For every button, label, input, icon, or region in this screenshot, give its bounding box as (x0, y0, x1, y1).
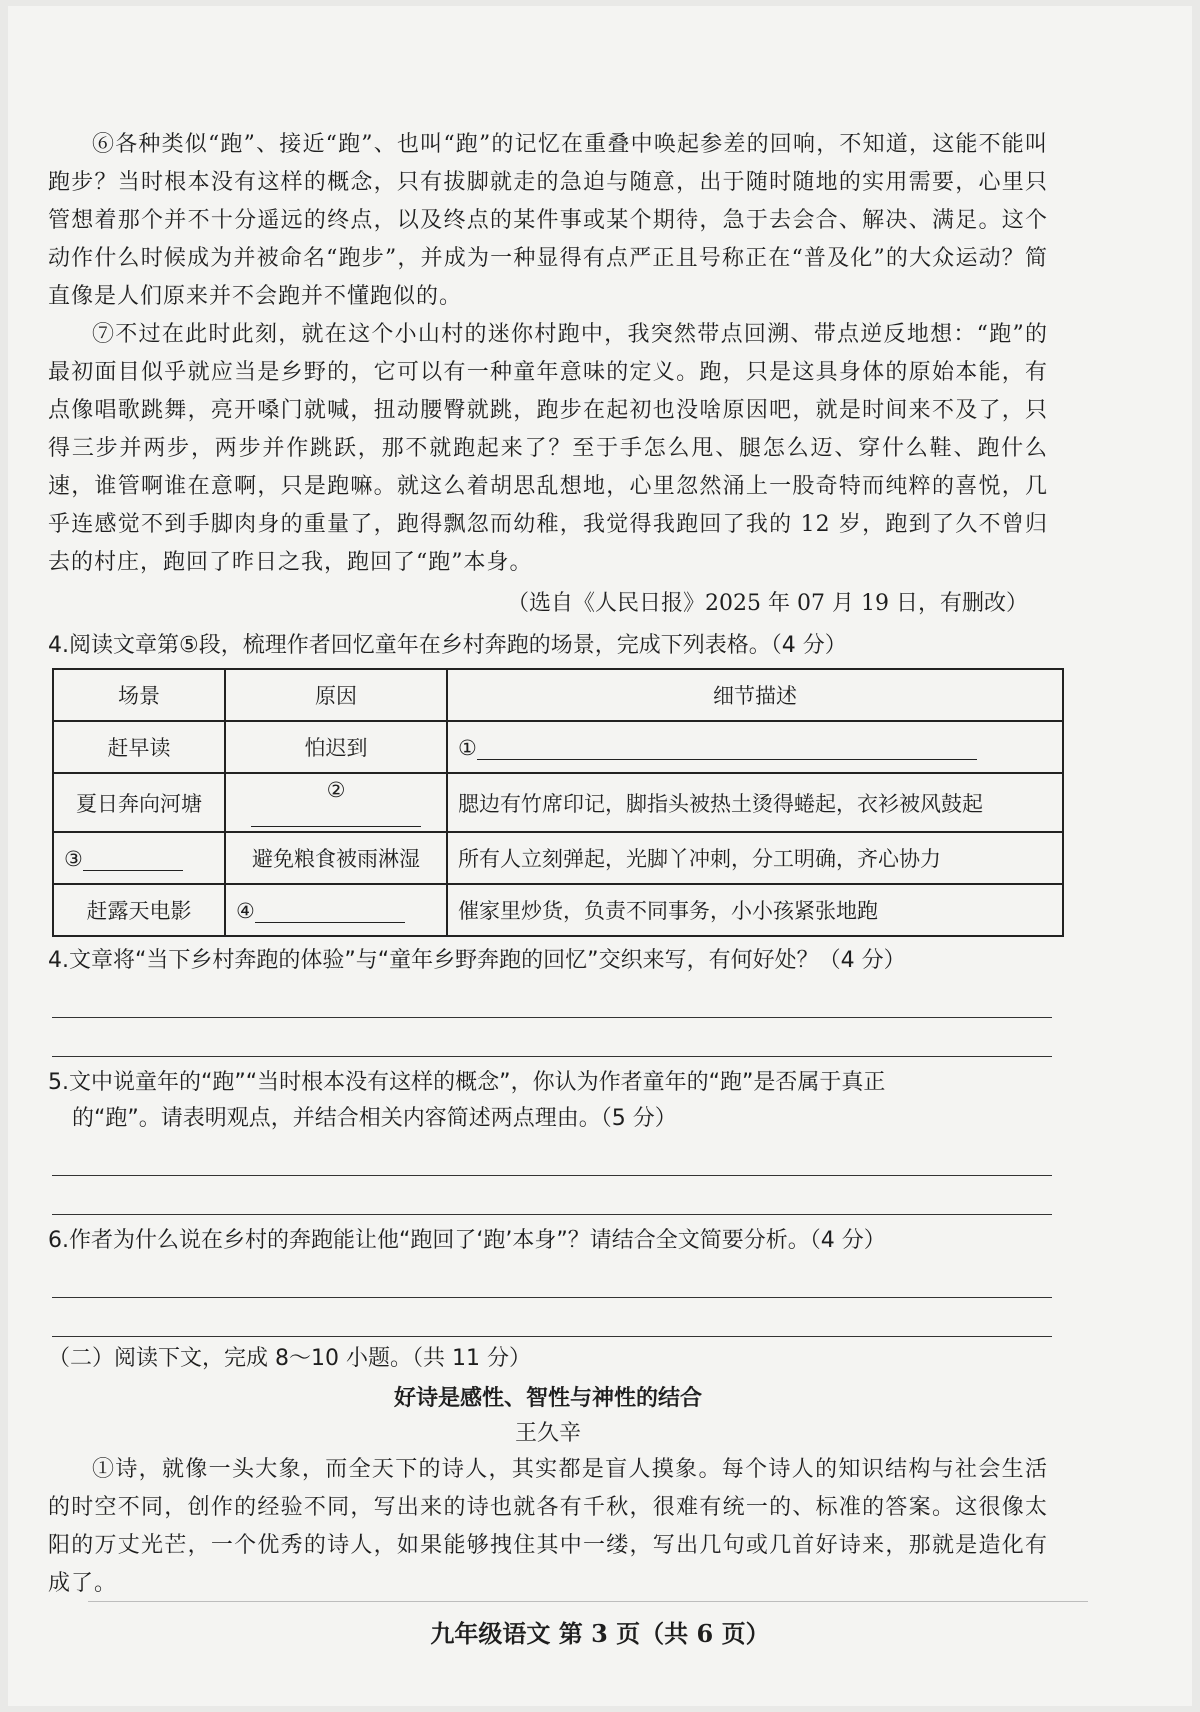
blank-number: ② (326, 778, 346, 802)
fill-in-blank[interactable] (251, 802, 421, 827)
article-paragraph-1: ①诗，就像一头大象，而全天下的诗人，其实都是盲人摸象。每个诗人的知识结构与社会生活的时空不同，创作的经验不同，写出来的诗也就各有千秋，很难有统一的、标准的答案。这很像太阳的万丈光芒，一个优秀的诗人，如果能够拽住其中一缕，写出几句或几首好诗来，那就是造化有成了。 (48, 1457, 1048, 1596)
question-4-prompt: 4.阅读文章第⑤段，梳理作者回忆童年在乡村奔跑的场景，完成下列表格。（4 分） (48, 633, 847, 658)
table-cell: 怕迟到 (225, 721, 447, 773)
answer-line[interactable] (52, 1176, 1052, 1215)
blank-number: ③ (64, 846, 83, 871)
table-row (53, 832, 1063, 884)
table-cell-blank[interactable] (447, 721, 1063, 773)
table-row (53, 721, 1063, 773)
answer-line[interactable] (52, 1018, 1052, 1057)
table-header-cell: 场景 (53, 669, 225, 721)
fill-in-blank[interactable] (255, 898, 405, 923)
blank-number: ① (458, 735, 477, 760)
footer-divider (88, 1601, 1088, 1602)
question-5-prompt-line-1: 5.文中说童年的“跑”“当时根本没有这样的概念”，你认为作者童年的“跑”是否属于真正 (48, 1070, 886, 1095)
table-cell-blank[interactable] (225, 773, 447, 832)
page-content (48, 126, 1048, 1603)
blank-number: ④ (236, 898, 255, 923)
answer-line[interactable] (52, 1137, 1052, 1176)
table-header-row (53, 669, 1063, 721)
table-header-cell: 原因 (225, 669, 447, 721)
table-cell: 所有人立刻弹起，光脚丫冲刺，分工明确，齐心协力 (447, 832, 1063, 884)
table-cell: 夏日奔向河塘 (53, 773, 225, 832)
answer-line[interactable] (52, 1259, 1052, 1298)
article-author: 王久辛 (514, 1421, 581, 1446)
table-row (53, 884, 1063, 936)
page-footer: 九年级语文 第 3 页（共 6 页） (430, 1619, 770, 1648)
table-cell-blank[interactable] (225, 884, 447, 936)
table-cell: 催家里炒货，负责不同事务，小小孩紧张地跑 (447, 884, 1063, 936)
question-4b-prompt: 4.文章将“当下乡村奔跑的体验”与“童年乡野奔跑的回忆”交织来写，有何好处？（4 分） (48, 948, 906, 973)
table-cell-blank[interactable] (53, 832, 225, 884)
table-cell: 腮边有竹席印记，脚指头被热土烫得蜷起，衣衫被风鼓起 (447, 773, 1063, 832)
table-cell: 赶早读 (53, 721, 225, 773)
table-row (53, 773, 1063, 832)
fill-in-blank[interactable] (477, 735, 977, 760)
answer-line[interactable] (52, 1298, 1052, 1337)
passage-paragraph-6: ⑥各种类似“跑”、接近“跑”、也叫“跑”的记忆在重叠中唤起参差的回响，不知道，这能不能叫跑步？当时根本没有这样的概念，只有拔脚就走的急迫与随意，出于随时随地的实用需要，心里只管想着那个并不十分遥远的终点，以及终点的某件事或某个期待，急于去会合、解决、满足。这个动作什么时候成为并被命名“跑步”，并成为一种显得有点严正且号称正在“普及化”的大众运动？简直像是人们原来并不会跑并不懂跑似的。 (48, 132, 1048, 309)
answer-line[interactable] (52, 979, 1052, 1018)
article-title: 好诗是感性、智性与神性的结合 (393, 1386, 702, 1411)
passage-paragraph-7: ⑦不过在此时此刻，就在这个小山村的迷你村跑中，我突然带点回溯、带点逆反地想：“跑”的最初面目似乎就应当是乡野的，它可以有一种童年意味的定义。跑，只是这具身体的原始本能，有点像唱歌跳舞，亮开嗓门就喊，扭动腰臀就跳，跑步在起初也没啥原因吧，就是时间来不及了，只得三步并两步，两步并作跳跃，那不就跑起来了？至于手怎么甩、腿怎么迈、穿什么鞋、跑什么速，谁管啊谁在意啊，只是跑嘛。就这么着胡思乱想地，心里忽然涌上一股奇特而纯粹的喜悦，几乎连感觉不到手脚肉身的重量了，跑得飘忽而幼稚，我觉得我跑回了我的 12 岁，跑到了久不曾归去的村庄，跑回了昨日之我，跑回了“跑”本身。 (48, 322, 1048, 575)
exam-sheet (8, 6, 1192, 1706)
section-2-heading: （二）阅读下文，完成 8～10 小题。（共 11 分） (48, 1346, 531, 1371)
table-cell: 避免粮食被雨淋湿 (225, 832, 447, 884)
question-6-prompt: 6.作者为什么说在乡村的奔跑能让他“跑回了‘跑’本身”？请结合全文简要分析。（4 分） (48, 1228, 886, 1253)
passage-source: （选自《人民日报》2025 年 07 月 19 日，有删改） (507, 591, 1028, 616)
question-5-prompt-line-2: 的“跑”。请表明观点，并结合相关内容简述两点理由。（5 分） (72, 1106, 677, 1131)
fill-in-blank[interactable] (83, 846, 183, 871)
table-header-cell: 细节描述 (447, 669, 1063, 721)
question-4-table (52, 668, 1064, 937)
table-cell: 赶露天电影 (53, 884, 225, 936)
